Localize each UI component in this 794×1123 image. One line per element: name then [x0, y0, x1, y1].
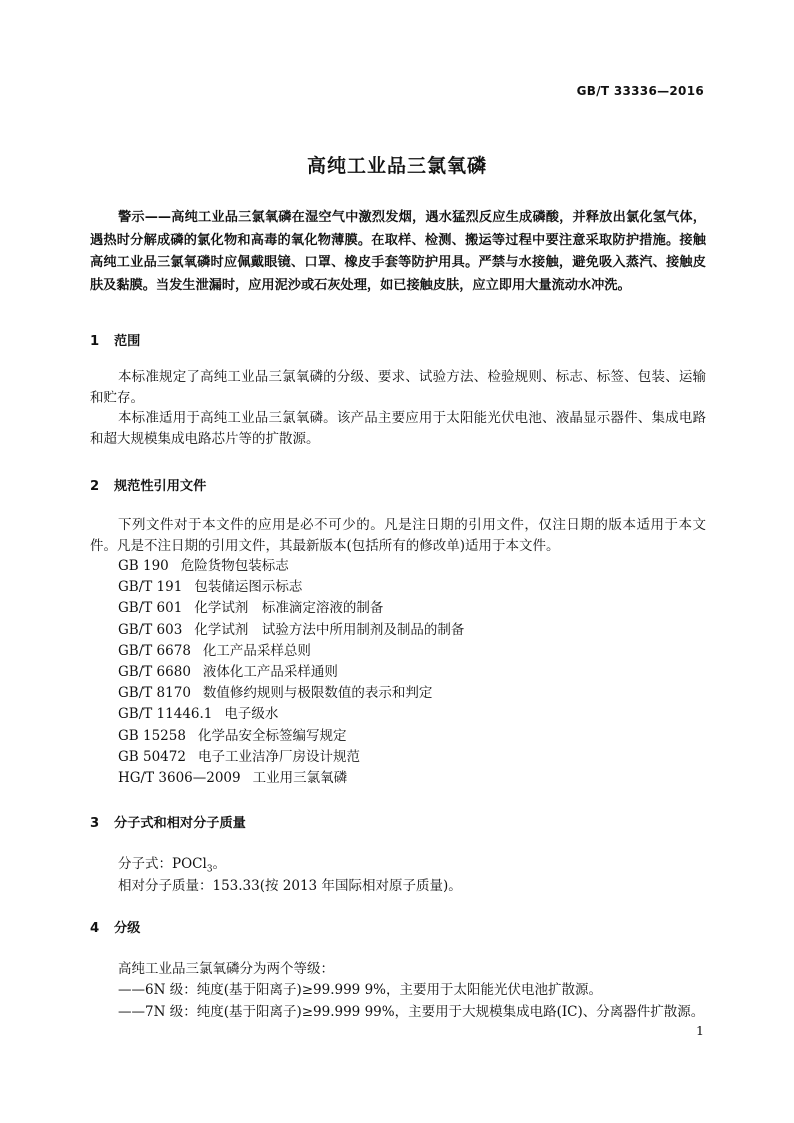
- section-number: 1: [90, 334, 100, 349]
- section-number: 4: [90, 921, 100, 936]
- molecular-formula: [118, 852, 226, 875]
- section-number: 2: [90, 479, 100, 494]
- list-item: [118, 641, 464, 662]
- reference-code: GB 190: [118, 558, 169, 574]
- section-2-paragraph-1: 下列文件对于本文件的应用是必不可少的。凡是注日期的引用文件，仅注日期的版本适用于本文件。凡是不注日期的引用文件，其最新版本(包括所有的修改单)适用于本文件。: [90, 517, 706, 554]
- reference-title: 包装储运图示标志: [194, 579, 303, 596]
- formula-label: 分子式：: [118, 856, 172, 872]
- list-item: [118, 598, 464, 619]
- list-item: [118, 683, 464, 704]
- list-item: [118, 662, 464, 683]
- section-title: 范围: [114, 334, 141, 349]
- list-item: [118, 556, 464, 577]
- section-4-heading: [90, 917, 140, 936]
- warning-paragraph: 警示——高纯工业品三氯氧磷在湿空气中激烈发烟，遇水猛烈反应生成磷酸，并释放出氯化氢气体，遇热时分解成磷的氯化物和高毒的氧化物薄膜。在取样、检测、搬运等过程中要注意采取防护措施。接触高纯工业品三氯氧磷时应佩戴眼镜、口罩、橡皮手套等防护用具。严禁与水接触，避免吸入蒸汽、接触皮肤及黏膜。当发生泄漏时，应用泥沙或石灰处理，如已接触皮肤，应立即用大量流动水冲洗。: [90, 210, 706, 293]
- reference-list: [118, 556, 464, 789]
- list-item: [118, 704, 464, 725]
- list-item: [118, 620, 464, 641]
- reference-title: 危险货物包装标志: [180, 558, 289, 574]
- section-1-heading: [90, 330, 140, 349]
- list-item: [118, 577, 464, 598]
- standard-code: GB/T 33336—2016: [576, 84, 704, 98]
- grade-6n: ——6N 级：纯度(基于阳离子)≥99.999 9%，主要用于太阳能光伏电池扩散源。: [118, 982, 602, 998]
- reference-title: 电子级水: [224, 706, 279, 723]
- grade-7n: ——7N 级：纯度(基于阳离子)≥99.999 99%，主要用于大规模集成电路(IC)、分离器件扩散源。: [118, 1004, 705, 1020]
- reference-title: 电子工业洁净厂房设计规范: [197, 748, 360, 765]
- reference-title: 化学品安全标签编写规定: [197, 727, 347, 744]
- list-item: [118, 726, 464, 747]
- page-title: 高纯工业品三氯氧磷: [306, 155, 487, 177]
- molecular-mass: 相对分子质量：153.33(按 2013 年国际相对原子质量)。: [118, 878, 462, 894]
- reference-title: 工业用三氯氧磷: [252, 770, 348, 787]
- reference-code: GB/T 603: [118, 621, 183, 638]
- section-number: 3: [90, 816, 100, 831]
- grade-intro: 高纯工业品三氯氧磷分为两个等级：: [118, 961, 334, 977]
- reference-title: 化学试剂 标准滴定溶液的制备: [194, 600, 384, 617]
- section-1-paragraph-2: 本标准适用于高纯工业品三氯氧磷。该产品主要应用于太阳能光伏电池、液晶显示器件、集成电路和超大规模集成电路芯片等的扩散源。: [90, 410, 706, 447]
- reference-title: 化工产品采样总则: [202, 642, 311, 659]
- reference-code: GB/T 601: [118, 600, 183, 617]
- section-2-heading: [90, 475, 206, 494]
- section-title: 分子式和相对分子质量: [114, 816, 246, 831]
- list-item: [118, 747, 464, 768]
- section-title: 规范性引用文件: [114, 479, 207, 494]
- reference-code: GB 50472: [118, 748, 186, 765]
- reference-title: 数值修约规则与极限数值的表示和判定: [202, 685, 433, 702]
- reference-code: GB/T 6678: [118, 642, 191, 659]
- section-title: 分级: [114, 921, 141, 936]
- list-item: [118, 768, 464, 789]
- page-number: 1: [696, 1023, 704, 1038]
- reference-code: GB/T 6680: [118, 664, 191, 681]
- reference-title: 液体化工产品采样通则: [202, 664, 338, 681]
- reference-code: GB/T 191: [118, 579, 183, 596]
- section-3-heading: [90, 812, 246, 831]
- formula-base: POCl: [172, 856, 207, 872]
- reference-code: GB 15258: [118, 727, 186, 744]
- reference-code: GB/T 11446.1: [118, 706, 213, 723]
- formula-end: 。: [212, 856, 227, 872]
- section-1-paragraph-1: 本标准规定了高纯工业品三氯氧磷的分级、要求、试验方法、检验规则、标志、标签、包装、运输和贮存。: [90, 369, 706, 406]
- reference-title: 化学试剂 试验方法中所用制剂及制品的制备: [194, 621, 465, 638]
- reference-code: GB/T 8170: [118, 685, 191, 702]
- reference-code: HG/T 3606—2009: [118, 770, 241, 787]
- formula-subscript: 3: [206, 864, 213, 875]
